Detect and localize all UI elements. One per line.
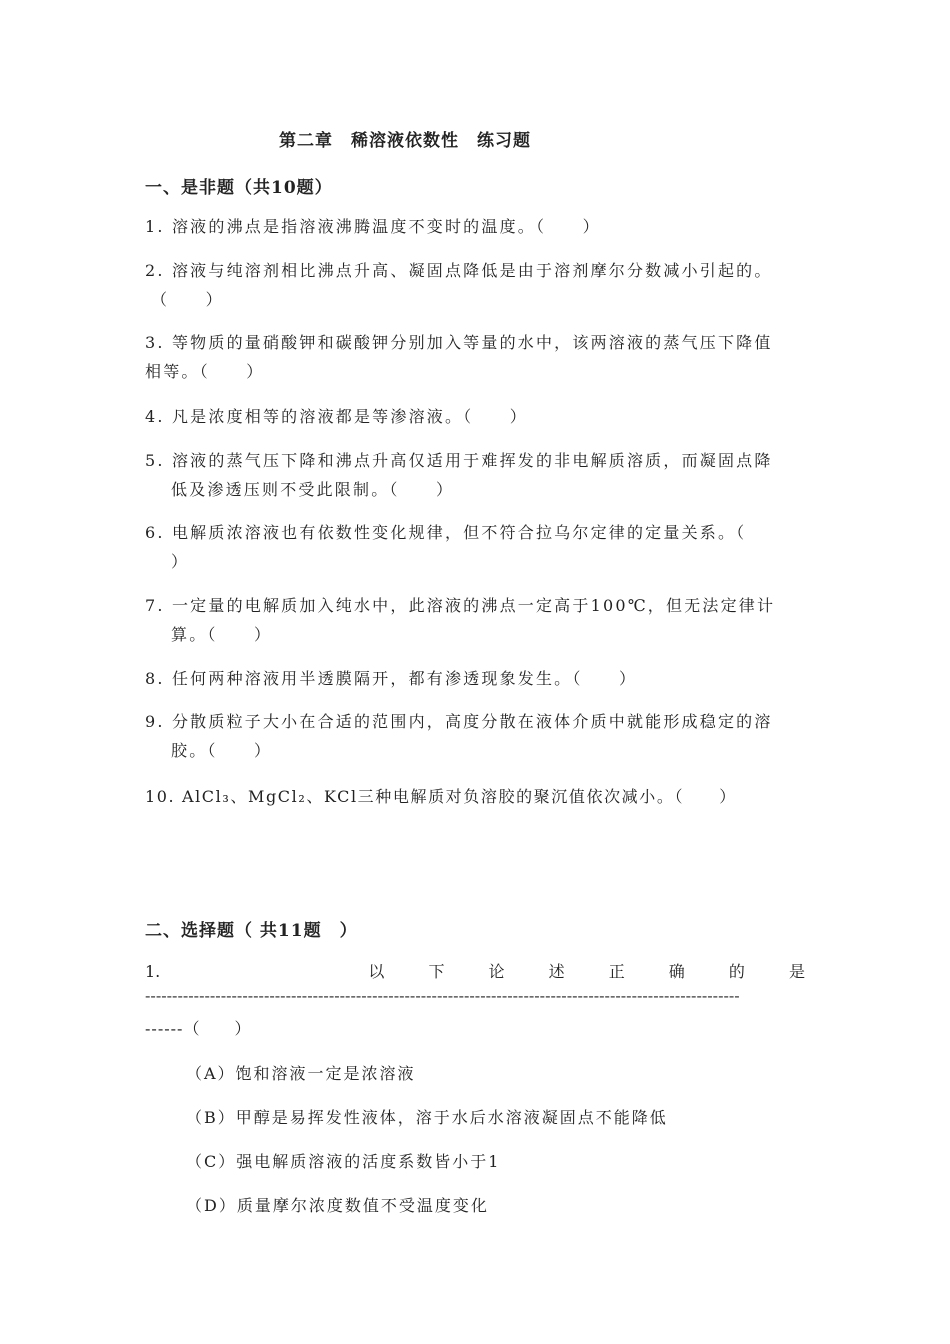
question-item: [145, 518, 810, 576]
question-number: 2.: [145, 261, 165, 280]
question-number: 6.: [145, 523, 165, 542]
question-number: 4.: [145, 407, 165, 426]
question-text-continued: 胶。（ ）: [171, 741, 273, 760]
stem-word: 的: [728, 962, 745, 981]
question-text-continued: 相等。（ ）: [145, 362, 265, 381]
question-number: 10.: [145, 787, 176, 806]
question-item: [145, 402, 810, 431]
question-text: 一定量的电解质加入纯水中，此溶液的沸点一定高于100℃，但无法定律计: [171, 596, 776, 615]
option-a: （A）饱和溶液一定是浓溶液: [186, 1064, 416, 1083]
question-text: 凡是浓度相等的溶液都是等渗溶液。（ ）: [171, 407, 528, 426]
question-number: 7.: [145, 596, 165, 615]
question-text-continued: 算。（ ）: [171, 625, 273, 644]
question-number: 3.: [145, 333, 165, 352]
question-text: 溶液的蒸气压下降和沸点升高仅适用于难挥发的非电解质溶质，而凝固点降: [171, 451, 773, 470]
question-number: 1.: [145, 217, 165, 236]
stem-word: 是: [788, 962, 805, 981]
question-text-continued: 低及渗透压则不受此限制。（ ）: [171, 480, 455, 499]
question-text: 任何两种溶液用半透膜隔开，都有渗透现象发生。（ ）: [171, 669, 638, 688]
stem-word: 论: [488, 962, 505, 981]
stem-word: 述: [548, 962, 565, 981]
question-item: [145, 664, 810, 693]
question-text: 分散质粒子大小在合适的范围内，高度分散在液体介质中就能形成稳定的溶: [171, 712, 773, 731]
question-number: 8.: [145, 669, 165, 688]
stem-word: 以: [368, 962, 385, 981]
page-title: 第二章 稀溶液依数性 练习题: [279, 131, 531, 151]
section-heading-true-false: 一、是非题（共10题）: [145, 178, 333, 198]
question-number: 5.: [145, 451, 165, 470]
stem-word: 下: [428, 962, 445, 981]
question-text: AlCl₃、MgCl₂、KCl三种电解质对负溶胶的聚沉值依次减小。（ ）: [181, 787, 737, 806]
question-item: [145, 328, 810, 386]
choice-question-number: 1.: [145, 962, 161, 981]
question-number: 9.: [145, 712, 165, 731]
question-item: [145, 212, 810, 241]
choice-question-stem: [145, 957, 805, 986]
question-text-continued: （ ）: [151, 290, 224, 309]
question-item: [145, 446, 810, 504]
question-item: [145, 591, 810, 649]
question-item: [145, 707, 810, 765]
question-item: [145, 782, 810, 811]
question-text-continued: ）: [171, 552, 190, 571]
question-item: [145, 256, 810, 314]
question-text: 等物质的量硝酸钾和碳酸钾分别加入等量的水中，该两溶液的蒸气压下降值: [171, 333, 773, 352]
section-heading-multiple-choice: 二、选择题（ 共11题 ）: [145, 921, 358, 941]
answer-blank-dashes: --------------------------------------------------------------------------------------------------------------: [145, 986, 740, 1005]
option-d: （D）质量摩尔浓度数值不受温度变化: [186, 1196, 489, 1215]
answer-blank-continuation: ------（ ）: [145, 1019, 252, 1038]
question-text: 电解质浓溶液也有依数性变化规律，但不符合拉乌尔定律的定量关系。（: [171, 523, 747, 542]
question-text: 溶液与纯溶剂相比沸点升高、凝固点降低是由于溶剂摩尔分数减小引起的。: [171, 261, 773, 280]
stem-word: 确: [668, 962, 685, 981]
option-b: （B）甲醇是易挥发性液体，溶于水后水溶液凝固点不能降低: [186, 1108, 668, 1127]
question-text: 溶液的沸点是指溶液沸腾温度不变时的温度。（ ）: [171, 217, 601, 236]
stem-word: 正: [608, 962, 625, 981]
option-c: （C）强电解质溶液的活度系数皆小于1: [186, 1152, 501, 1171]
